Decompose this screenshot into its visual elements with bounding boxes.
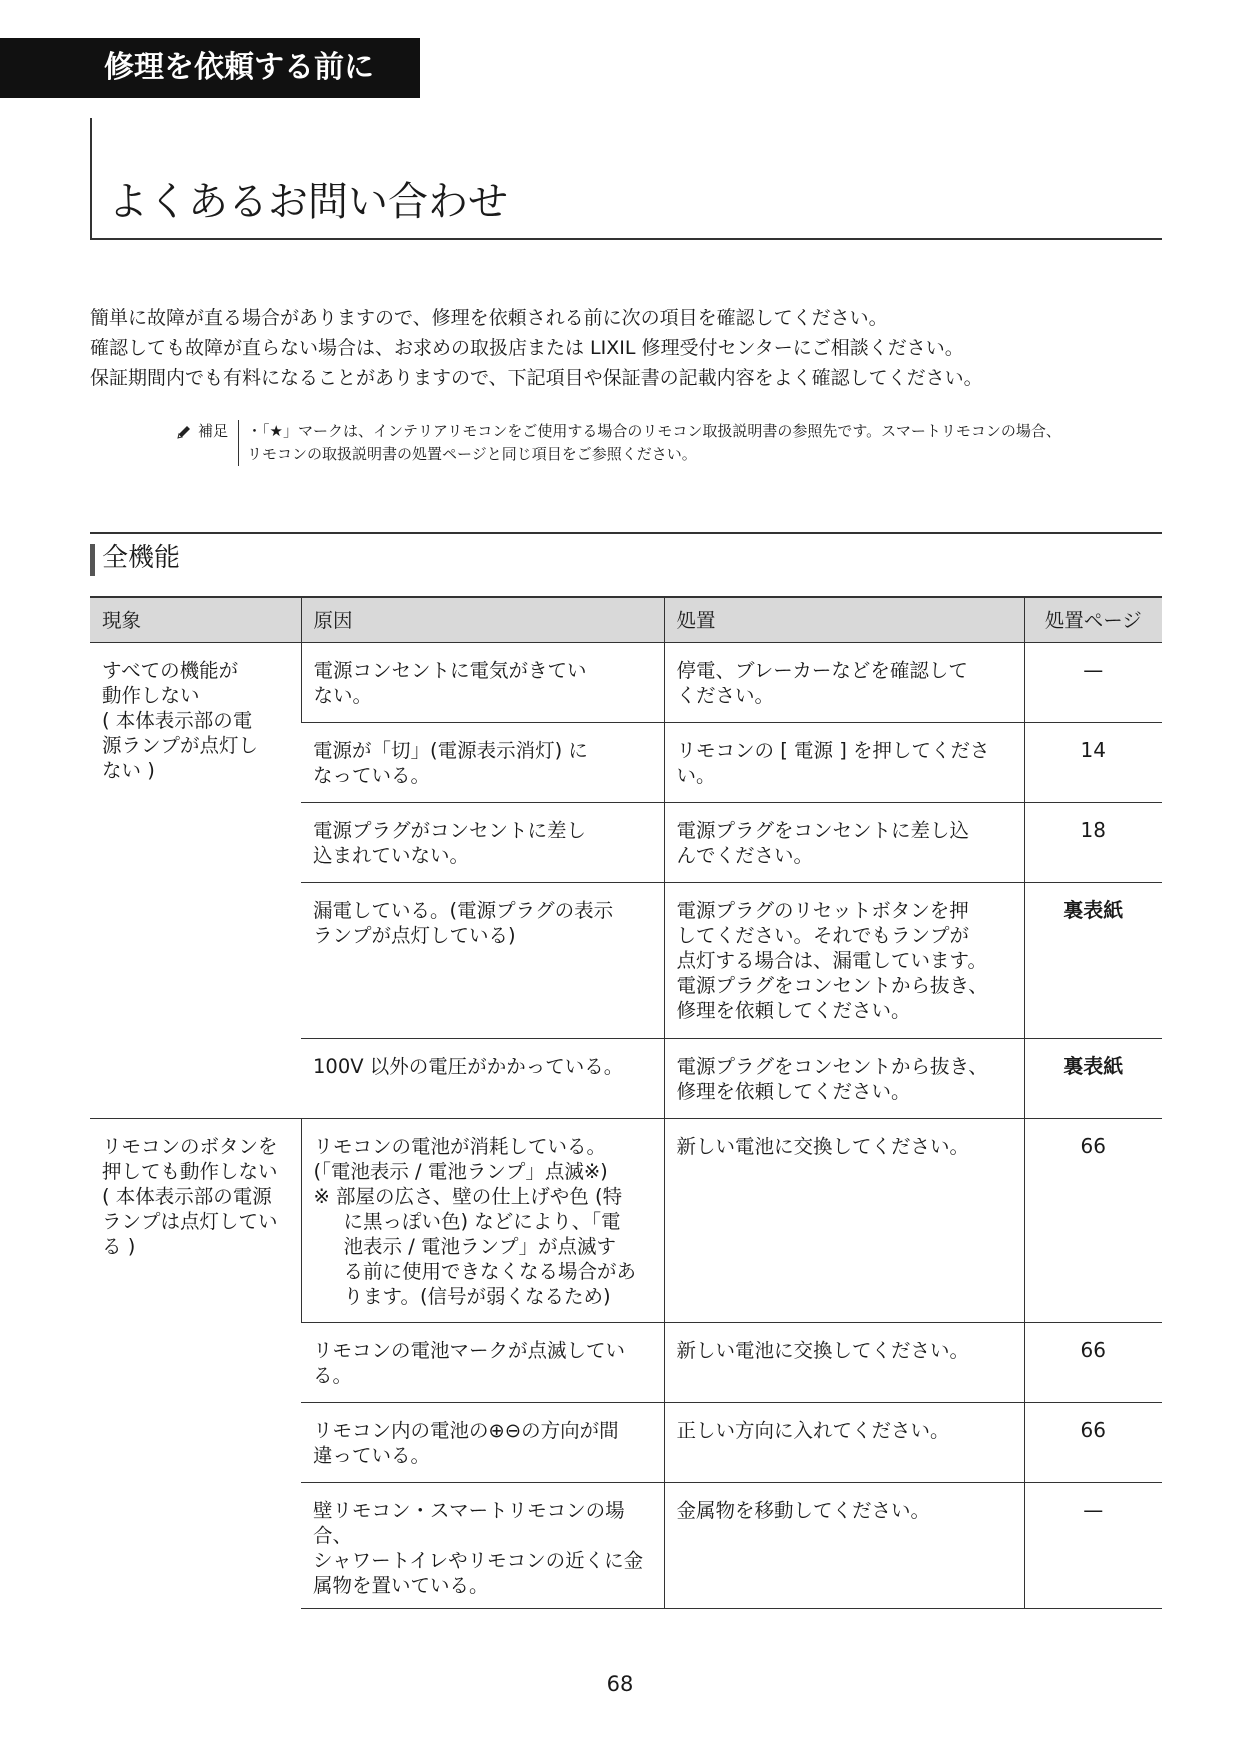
cause-cell <box>301 643 664 723</box>
cause-cell <box>301 1119 664 1323</box>
column-header-page: 処置ページ <box>1024 597 1162 643</box>
cause-text: 100V 以外の電圧がかかっている。 <box>313 1055 624 1078</box>
page-title: よくあるお問い合わせ <box>108 179 508 225</box>
table-body <box>90 643 1162 1609</box>
subsection-heading <box>90 532 1162 574</box>
cause-text: 電源が「切」(電源表示消灯) に なっている。 <box>313 739 588 787</box>
page-ref-cell: 裏表紙 <box>1024 883 1162 1039</box>
cause-cell <box>301 1483 664 1609</box>
subsection-title: 全機能 <box>102 543 181 573</box>
table-row <box>90 1119 1162 1323</box>
faq-table <box>90 596 1162 1609</box>
page-number: 68 <box>606 1672 634 1696</box>
page-ref-cell: 14 <box>1024 723 1162 803</box>
cause-text: 電源コンセントに電気がきてい ない。 <box>313 659 587 707</box>
phenomenon-cell: すべての機能が 動作しない ( 本体表示部の電 源ランプが点灯し ない ) <box>90 643 301 1119</box>
action-cell: 電源プラグをコンセントから抜き、 修理を依頼してください。 <box>664 1039 1024 1119</box>
cause-cell <box>301 1403 664 1483</box>
note-label-group <box>176 420 238 466</box>
table-row <box>90 643 1162 723</box>
note-body <box>238 420 1061 466</box>
action-cell: 金属物を移動してください。 <box>664 1483 1024 1609</box>
intro-line: 確認しても故障が直らない場合は、お求めの取扱店または LIXIL 修理受付センターにご相談ください。 <box>90 337 964 359</box>
action-cell: 電源プラグをコンセントに差し込 んでください。 <box>664 803 1024 883</box>
supplement-note <box>176 420 1162 466</box>
page-ref-cell: 66 <box>1024 1119 1162 1323</box>
page-heading <box>90 118 1162 240</box>
page-ref-cell: 66 <box>1024 1323 1162 1403</box>
cause-text: リモコンの電池マークが点滅してい る。 <box>313 1339 626 1387</box>
page-ref-cell: — <box>1024 1483 1162 1609</box>
action-cell: リモコンの [ 電源 ] を押してくださ い。 <box>664 723 1024 803</box>
note-label: 補足 <box>198 422 229 440</box>
cause-text: リモコンの電池が消耗している。 (「電池表示 / 電池ランプ」点滅※) <box>313 1135 608 1183</box>
phenomenon-cell: リモコンのボタンを 押しても動作しない ( 本体表示部の電源 ランプは点灯してい る ) <box>90 1119 301 1609</box>
action-cell: 停電、ブレーカーなどを確認して ください。 <box>664 643 1024 723</box>
cause-footnote: ※ 部屋の広さ、壁の仕上げや色 (特 に黒っぽい色) などにより、「電 池表示 / 電池ランプ」が点滅す る前に使用できなくなる場合があ ります。(信号が弱くなるため) <box>313 1185 637 1308</box>
cause-cell <box>301 1323 664 1403</box>
column-header-action: 処置 <box>664 597 1024 643</box>
cause-text: 電源プラグがコンセントに差し 込まれていない。 <box>313 819 587 867</box>
table-header-row <box>90 597 1162 643</box>
intro-line: 簡単に故障が直る場合がありますので、修理を依頼される前に次の項目を確認してください。 <box>90 307 888 329</box>
page-ref-cell: 66 <box>1024 1403 1162 1483</box>
action-cell: 電源プラグのリセットボタンを押 してください。それでもランプが 点灯する場合は、漏電しています。 電源プラグをコンセントから抜き、 修理を依頼してください。 <box>664 883 1024 1039</box>
heading-bar <box>90 544 95 576</box>
column-header-phenomenon: 現象 <box>90 597 301 643</box>
page-ref-cell: 18 <box>1024 803 1162 883</box>
cause-text: 漏電している。(電源プラグの表示 ランプが点灯している) <box>313 899 614 947</box>
intro-line: 保証期間内でも有料になることがありますので、下記項目や保証書の記載内容をよく確認してください。 <box>90 367 983 389</box>
intro-text <box>90 303 1170 393</box>
pencil-icon <box>176 424 192 440</box>
action-cell: 正しい方向に入れてください。 <box>664 1403 1024 1483</box>
cause-cell <box>301 723 664 803</box>
action-cell: 新しい電池に交換してください。 <box>664 1119 1024 1323</box>
cause-cell <box>301 883 664 1039</box>
action-cell: 新しい電池に交換してください。 <box>664 1323 1024 1403</box>
section-tab: 修理を依頼する前に <box>0 38 420 98</box>
note-line: ・「★」マークは、インテリアリモコンをご使用する場合のリモコン取扱説明書の参照先です。スマートリモコンの場合、 <box>247 422 1061 440</box>
cause-cell <box>301 803 664 883</box>
cause-cell <box>301 1039 664 1119</box>
column-header-cause: 原因 <box>301 597 664 643</box>
page-ref-cell: — <box>1024 643 1162 723</box>
cause-text: 壁リモコン・スマートリモコンの場合、 シャワートイレやリモコンの近くに金 属物を置いている。 <box>313 1499 644 1597</box>
note-line: リモコンの取扱説明書の処置ページと同じ項目をご参照ください。 <box>247 445 697 463</box>
page-ref-cell: 裏表紙 <box>1024 1039 1162 1119</box>
cause-text: リモコン内の電池の⊕⊖の方向が間 違っている。 <box>313 1419 619 1467</box>
